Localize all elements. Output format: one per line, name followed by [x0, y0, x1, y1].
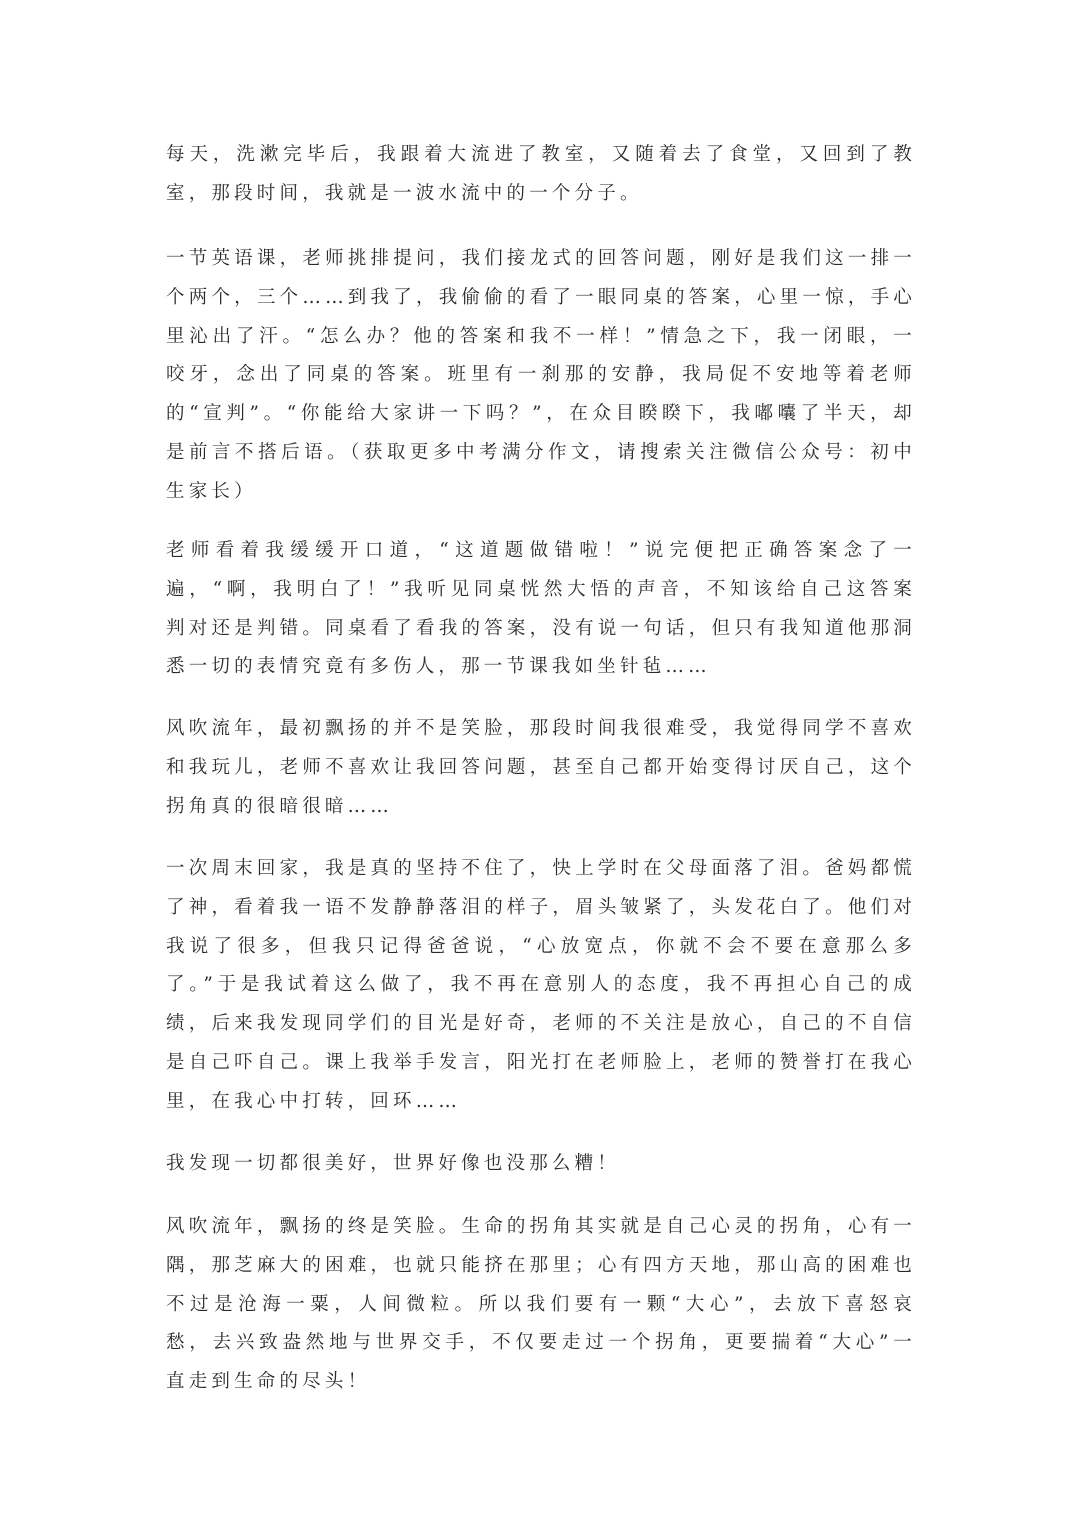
paragraph-1: 每天，洗漱完毕后，我跟着大流进了教室，又随着去了食堂，又回到了教室，那段时间，我就是一波水流中的一个分子。: [166, 144, 916, 204]
paragraph-5: 一次周末回家，我是真的坚持不住了，快上学时在父母面落了泪。爸妈都慌了神，看着我一语不发静静落泪的样子，眉头皱紧了，头发花白了。他们对我说了很多，但我只记得爸爸说，“心放宽点，你就不会不要在意那么多了。”于是我试着这么做了，我不再在意别人的态度，我不再担心自己的成绩，后来我发现同学们的目光是好奇，老师的不关注是放心，自己的不自信是自己吓自己。课上我举手发言，阳光打在老师脸上，老师的赞誉打在我心里，在我心中打转，回环……: [166, 858, 916, 1112]
paragraph-6: 我发现一切都很美好，世界好像也没那么糟！: [166, 1153, 621, 1174]
paragraph-2: 一节英语课，老师挑排提问，我们接龙式的回答问题，刚好是我们这一排一个两个，三个……到我了，我偷偷的看了一眼同桌的答案，心里一惊，手心里沁出了汗。“怎么办？他的答案和我不一样！”情急之下，我一闭眼，一咬牙，念出了同桌的答案。班里有一刹那的安静，我局促不安地等着老师的“宣判”。“你能给大家讲一下吗？”，在众目睽睽下，我嘟囔了半天，却是前言不搭后语。（获取更多中考满分作文，请搜索关注微信公众号：初中生家长）: [166, 248, 916, 502]
paragraph-4: 风吹流年，最初飘扬的并不是笑脸，那段时间我很难受，我觉得同学不喜欢和我玩儿，老师不喜欢让我回答问题，甚至自己都开始变得讨厌自己，这个拐角真的很暗很暗……: [166, 718, 916, 817]
paragraph-3: 老师看着我缓缓开口道，“这道题做错啦！”说完便把正确答案念了一遍，“啊，我明白了！”我听见同桌恍然大悟的声音，不知该给自己这答案判对还是判错。同桌看了看我的答案，没有说一句话，但只有我知道他那洞悉一切的表情究竟有多伤人，那一节课我如坐针毡……: [166, 540, 916, 678]
paragraph-7: 风吹流年，飘扬的终是笑脸。生命的拐角其实就是自己心灵的拐角，心有一隅，那芝麻大的困难，也就只能挤在那里；心有四方天地，那山高的困难也不过是沧海一粟，人间微粒。所以我们要有一颗“大心”，去放下喜怒哀愁，去兴致盎然地与世界交手，不仅要走过一个拐角，更要揣着“大心”一直走到生命的尽头！: [166, 1216, 916, 1393]
